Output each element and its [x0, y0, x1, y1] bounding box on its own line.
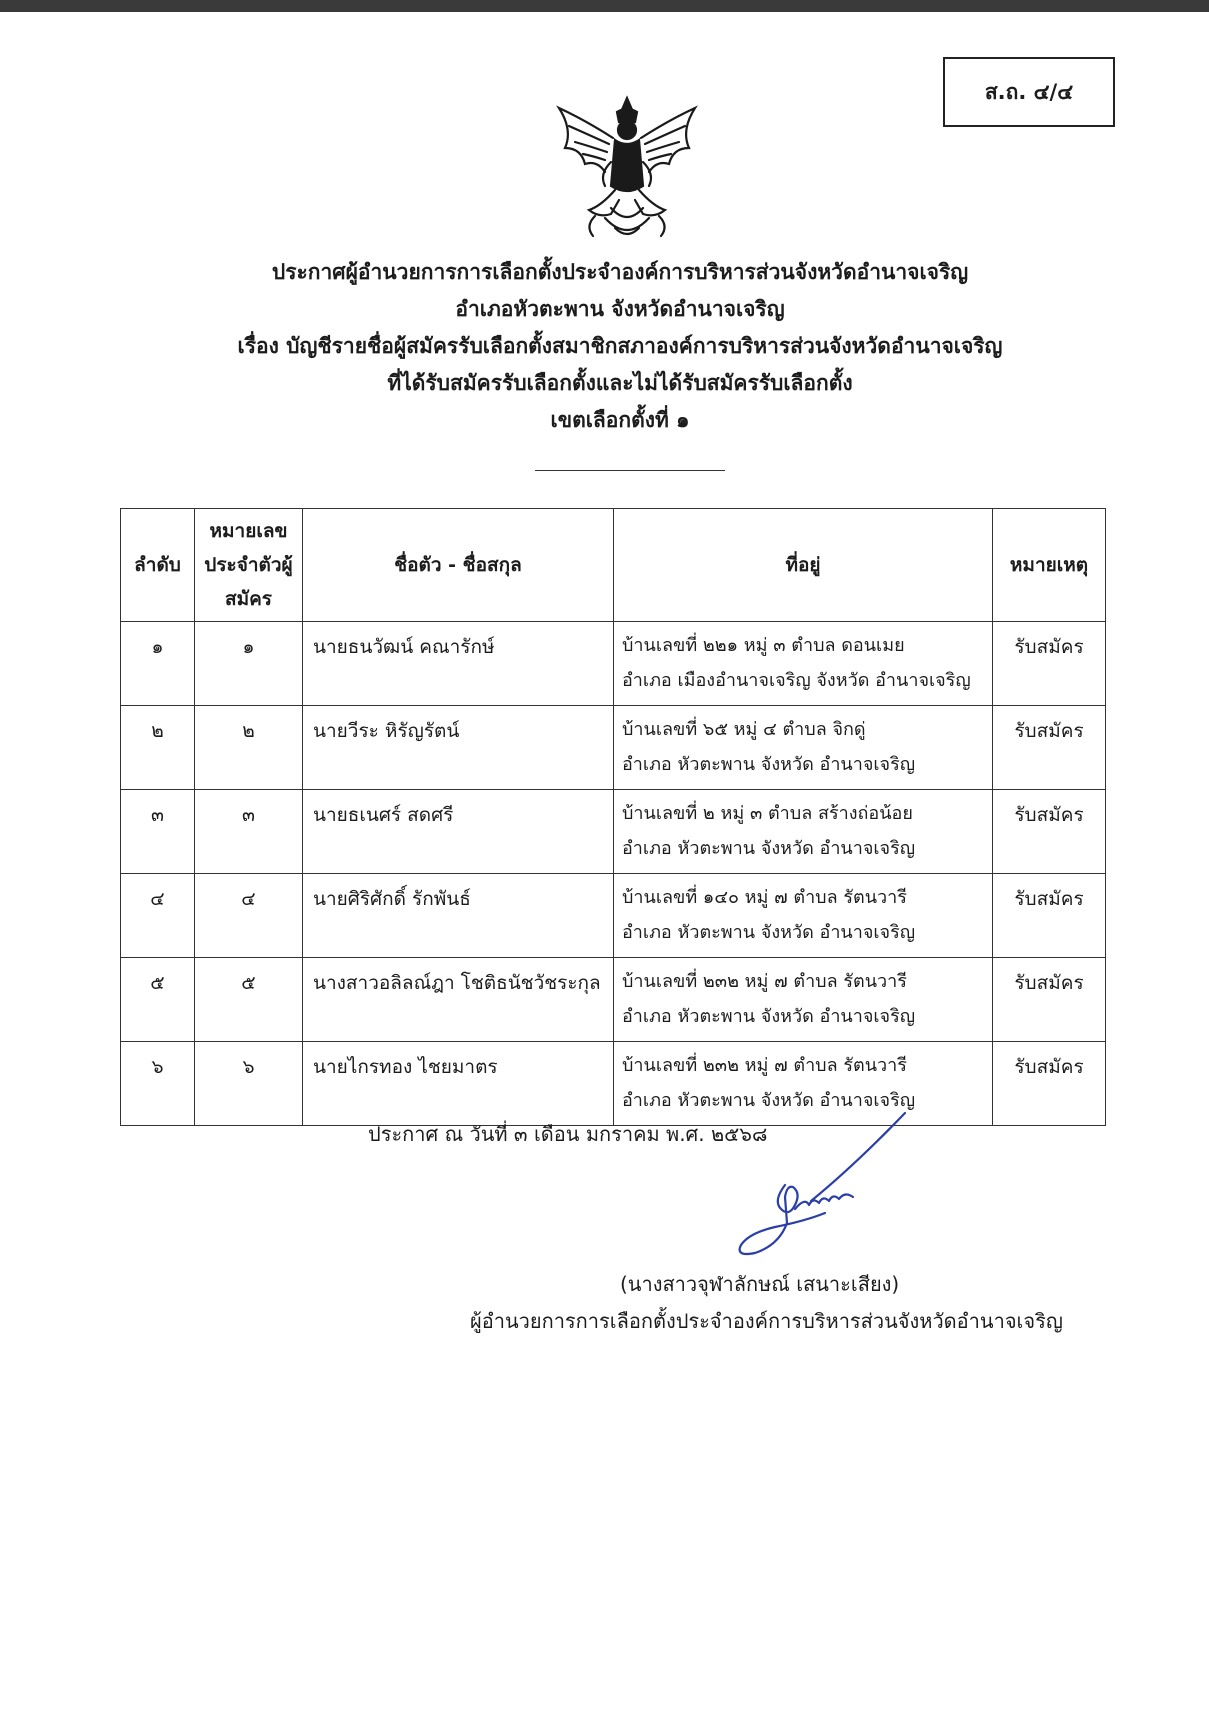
address-line-2: อำเภอ หัวตะพาน จังหวัด อำนาจเจริญ — [622, 1090, 916, 1111]
cell-candidate-number: ๒ — [195, 706, 303, 790]
header-remark: หมายเหตุ — [993, 509, 1106, 622]
table-row — [121, 622, 1106, 706]
cell-remark: รับสมัคร — [993, 1042, 1106, 1126]
header-order: ลำดับ — [121, 509, 195, 622]
cell-remark: รับสมัคร — [993, 790, 1106, 874]
announcement-line-1: ประกาศผู้อำนวยการการเลือกตั้งประจำองค์การบริหารส่วนจังหวัดอำนาจเจริญ — [271, 260, 969, 284]
cell-order: ๒ — [121, 706, 195, 790]
heading-divider — [535, 470, 725, 471]
announcement-line-2: อำเภอหัวตะพาน จังหวัดอำนาจเจริญ — [455, 297, 785, 321]
table-row — [121, 706, 1106, 790]
cell-order: ๓ — [121, 790, 195, 874]
address-line-1: บ้านเลขที่ ๒๒๑ หมู่ ๓ ตำบล ดอนเมย — [622, 635, 905, 656]
form-code-box — [943, 57, 1115, 127]
table-row — [121, 874, 1106, 958]
table-row — [121, 1042, 1106, 1126]
announcement-line-4: ที่ได้รับสมัครรับเลือกตั้งและไม่ได้รับสมัครรับเลือกตั้ง — [387, 371, 853, 395]
cell-address — [614, 958, 993, 1042]
garuda-emblem-icon — [545, 90, 710, 250]
header-candidate-number: หมายเลขประจำตัวผู้สมัคร — [195, 509, 303, 622]
cell-address — [614, 874, 993, 958]
cell-order: ๑ — [121, 622, 195, 706]
cell-order: ๕ — [121, 958, 195, 1042]
cell-name: นายศิริศักดิ์ รักพันธ์ — [303, 874, 614, 958]
header-name: ชื่อตัว - ชื่อสกุล — [303, 509, 614, 622]
header-address: ที่อยู่ — [614, 509, 993, 622]
address-line-1: บ้านเลขที่ ๖๕ หมู่ ๔ ตำบล จิกดู่ — [622, 719, 866, 740]
cell-remark: รับสมัคร — [993, 706, 1106, 790]
table-row — [121, 958, 1106, 1042]
address-line-1: บ้านเลขที่ ๒๓๒ หมู่ ๗ ตำบล รัตนวารี — [622, 1055, 907, 1076]
cell-candidate-number: ๕ — [195, 958, 303, 1042]
address-line-2: อำเภอ เมืองอำนาจเจริญ จังหวัด อำนาจเจริญ — [622, 670, 971, 691]
announcement-line-3: เรื่อง บัญชีรายชื่อผู้สมัครรับเลือกตั้งสมาชิกสภาองค์การบริหารส่วนจังหวัดอำนาจเจริญ — [237, 334, 1003, 358]
cell-candidate-number: ๑ — [195, 622, 303, 706]
cell-candidate-number: ๓ — [195, 790, 303, 874]
table-row — [121, 790, 1106, 874]
cell-name: นางสาวอลิลณ์ฎา โชติธนัชวัชระกุล — [303, 958, 614, 1042]
address-line-2: อำเภอ หัวตะพาน จังหวัด อำนาจเจริญ — [622, 922, 916, 943]
signer-name: (นางสาวจุฬาลักษณ์ เสนาะเสียง) — [620, 1272, 900, 1296]
signer-title: ผู้อำนวยการการเลือกตั้งประจำองค์การบริหารส่วนจังหวัดอำนาจเจริญ — [470, 1309, 1063, 1333]
cell-address — [614, 622, 993, 706]
cell-name: นายธนวัฒน์ คณารักษ์ — [303, 622, 614, 706]
cell-address — [614, 706, 993, 790]
announcement-heading — [150, 254, 1090, 439]
cell-order: ๔ — [121, 874, 195, 958]
form-code: ส.ถ. ๔/๔ — [984, 79, 1074, 104]
cell-candidate-number: ๖ — [195, 1042, 303, 1126]
address-line-2: อำเภอ หัวตะพาน จังหวัด อำนาจเจริญ — [622, 838, 916, 859]
cell-name: นายธเนศร์ สดศรี — [303, 790, 614, 874]
cell-remark: รับสมัคร — [993, 622, 1106, 706]
cell-name: นายวีระ หิรัญรัตน์ — [303, 706, 614, 790]
announcement-line-5: เขตเลือกตั้งที่ ๑ — [550, 408, 690, 432]
address-line-1: บ้านเลขที่ ๒ หมู่ ๓ ตำบล สร้างถ่อน้อย — [622, 803, 913, 824]
address-line-1: บ้านเลขที่ ๑๔๐ หมู่ ๗ ตำบล รัตนวารี — [622, 887, 907, 908]
top-bar — [0, 0, 1209, 12]
cell-remark: รับสมัคร — [993, 958, 1106, 1042]
candidate-table — [120, 508, 1106, 1126]
cell-candidate-number: ๔ — [195, 874, 303, 958]
signature-icon — [715, 1105, 915, 1265]
cell-name: นายไกรทอง ไชยมาตร — [303, 1042, 614, 1126]
announcement-date: ประกาศ ณ วันที่ ๓ เดือน มกราคม พ.ศ. ๒๕๖๘ — [368, 1122, 768, 1146]
address-line-2: อำเภอ หัวตะพาน จังหวัด อำนาจเจริญ — [622, 1006, 916, 1027]
cell-order: ๖ — [121, 1042, 195, 1126]
cell-remark: รับสมัคร — [993, 874, 1106, 958]
cell-address — [614, 790, 993, 874]
address-line-2: อำเภอ หัวตะพาน จังหวัด อำนาจเจริญ — [622, 754, 916, 775]
address-line-1: บ้านเลขที่ ๒๓๒ หมู่ ๗ ตำบล รัตนวารี — [622, 971, 907, 992]
table-header-row — [121, 509, 1106, 622]
